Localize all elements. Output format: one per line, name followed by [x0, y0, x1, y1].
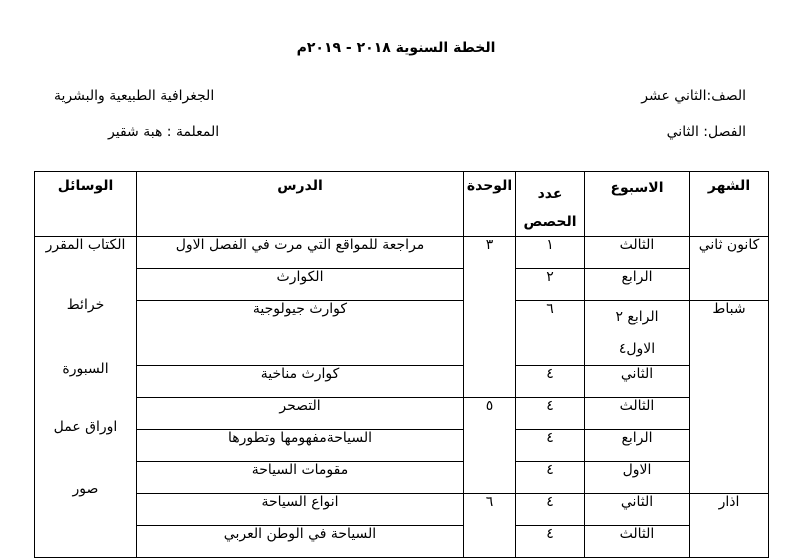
periods-cell: ٦ [516, 301, 585, 366]
week-cell: الثالث [585, 526, 690, 558]
lesson-cell: انواع السياحة [137, 494, 464, 526]
periods-cell: ٤ [516, 462, 585, 494]
lesson-cell: مراجعة للمواقع التي مرت في الفصل الاول [137, 237, 464, 269]
grade-label: الصف:الثاني عشر [641, 88, 746, 104]
table-row [35, 366, 769, 398]
tool-item: الكتاب المقرر [45, 237, 126, 253]
table-row [35, 430, 769, 462]
subject-label: الجغرافية الطبيعية والبشرية [54, 88, 215, 104]
header-periods-line1: عدد [537, 186, 563, 202]
periods-cell: ٤ [516, 494, 585, 526]
header-periods-line2: الحصص [523, 214, 577, 230]
unit-cell: ٥ [464, 398, 516, 494]
table-row [35, 398, 769, 430]
week-cell [585, 301, 690, 366]
table-row [35, 462, 769, 494]
annual-plan-table [34, 171, 769, 558]
lesson-cell: التصحر [137, 398, 464, 430]
lesson-cell: السياحةمفهومها وتطورها [137, 430, 464, 462]
periods-cell: ١ [516, 237, 585, 269]
tool-item: اوراق عمل [53, 419, 118, 435]
semester-label: الفصل: الثاني [666, 124, 746, 140]
week-line: الرابع ٢ [615, 309, 659, 325]
header-periods [516, 172, 585, 237]
week-cell: الثالث [585, 237, 690, 269]
unit-cell: ٦ [464, 494, 516, 558]
lesson-cell: مقومات السياحة [137, 462, 464, 494]
tool-item: صور [72, 481, 99, 497]
table-row [35, 269, 769, 301]
periods-cell: ٤ [516, 430, 585, 462]
periods-cell: ٤ [516, 366, 585, 398]
table-row [35, 494, 769, 526]
tools-cell [35, 237, 137, 558]
header-unit: الوحدة [464, 172, 516, 237]
periods-cell: ٢ [516, 269, 585, 301]
lesson-cell: كوارث جيولوجية [137, 301, 464, 366]
header-month: الشهر [690, 172, 769, 237]
unit-cell: ٣ [464, 237, 516, 398]
lesson-cell: الكوارث [137, 269, 464, 301]
periods-cell: ٤ [516, 398, 585, 430]
header-row [35, 172, 769, 237]
lesson-cell: السياحة في الوطن العربي [137, 526, 464, 558]
week-cell: الثالث [585, 398, 690, 430]
table-row [35, 526, 769, 558]
week-cell: الرابع [585, 269, 690, 301]
header-lesson: الدرس [137, 172, 464, 237]
periods-cell: ٤ [516, 526, 585, 558]
table-row [35, 301, 769, 366]
tool-item: السبورة [62, 361, 109, 377]
tool-item: خرائط [66, 297, 105, 313]
week-cell: الثاني [585, 494, 690, 526]
table-row [35, 237, 769, 269]
teacher-label: المعلمة : هبة شقير [108, 124, 220, 140]
lesson-cell: كوارث مناخية [137, 366, 464, 398]
header-week: الاسبوع [585, 172, 690, 237]
month-cell: شباط [690, 301, 769, 494]
week-cell: الثاني [585, 366, 690, 398]
week-cell: الاول [585, 462, 690, 494]
month-cell: كانون ثاني [690, 237, 769, 301]
header-tools: الوسائل [35, 172, 137, 237]
week-cell: الرابع [585, 430, 690, 462]
page-title: الخطة السنوية ٢٠١٨ - ٢٠١٩م [296, 40, 496, 56]
week-line: الاول٤ [618, 341, 656, 357]
month-cell: اذار [690, 494, 769, 558]
